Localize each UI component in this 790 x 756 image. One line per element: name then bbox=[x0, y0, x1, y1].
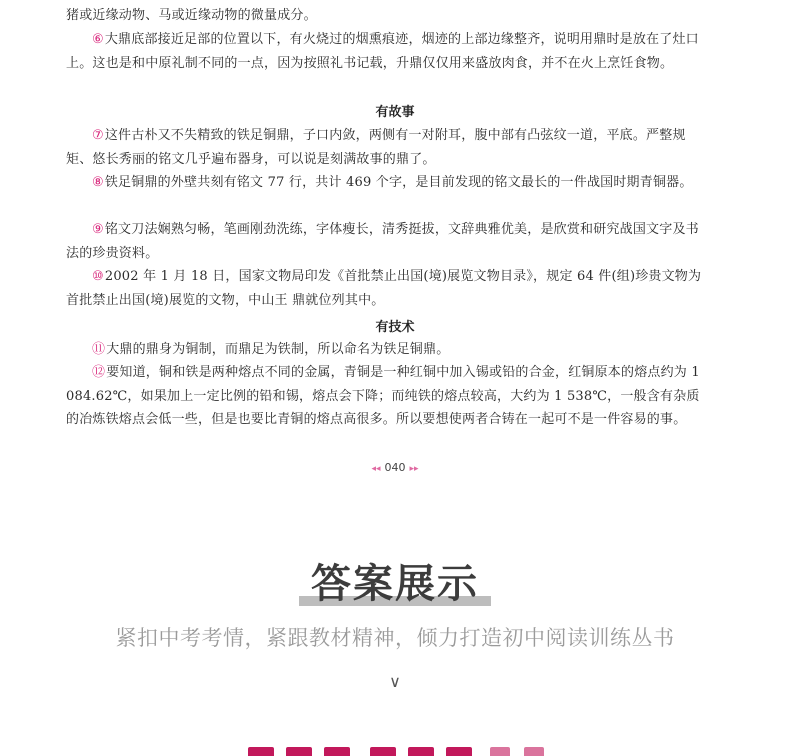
cutoff-glyph bbox=[490, 747, 510, 756]
right-arrows-icon: ▸▸ bbox=[409, 464, 419, 474]
cutoff-glyph bbox=[446, 747, 472, 756]
next-section-heading-cutoff bbox=[240, 743, 560, 756]
paragraph-text: 铭文刀法娴熟匀畅，笔画刚劲洗练，字体瘦长，清秀挺拔，文辞典雅优美，是欣赏和研究战国文字及书法的珍贵资料。 bbox=[66, 222, 699, 261]
banner-subtitle: 紧扣中考考情，紧跟教材精神，倾力打造初中阅读训练丛书 bbox=[115, 626, 675, 650]
paragraph-6 bbox=[66, 28, 708, 75]
cutoff-glyph bbox=[370, 747, 396, 756]
paragraph-11 bbox=[66, 338, 708, 362]
paragraph-number: ⑫ bbox=[92, 365, 106, 380]
banner-title-block bbox=[0, 552, 790, 609]
paragraph-text: 大鼎的鼎身为铜制，而鼎足为铁制，所以命名为铁足铜鼎。 bbox=[106, 342, 450, 357]
left-arrows-icon: ◂◂ bbox=[371, 464, 381, 474]
cutoff-glyph bbox=[408, 747, 434, 756]
page-number bbox=[0, 461, 790, 474]
section-heading-tech: 有技术 bbox=[375, 320, 415, 335]
paragraph-number: ⑨ bbox=[92, 222, 104, 237]
cutoff-glyph bbox=[286, 747, 312, 756]
paragraph-7 bbox=[66, 124, 708, 171]
paragraph-continued bbox=[66, 4, 708, 28]
paragraph-10 bbox=[66, 265, 708, 312]
section-heading-story: 有故事 bbox=[375, 105, 415, 120]
cutoff-glyph bbox=[248, 747, 274, 756]
paragraph-number: ⑧ bbox=[92, 175, 104, 190]
paragraph-text: 这件古朴又不失精致的铁足铜鼎，子口内敛，两侧有一对附耳，腹中部有凸弦纹一道，平底。严整规矩、悠长秀丽的铭文几乎遍布器身，可以说是刻满故事的鼎了。 bbox=[66, 128, 686, 167]
page-number-text: 040 bbox=[384, 461, 406, 474]
chevron-down-icon: ∨ bbox=[389, 672, 401, 691]
paragraph-text: 猪或近缘动物、马或近缘动物的微量成分。 bbox=[66, 8, 317, 23]
paragraph-12 bbox=[66, 361, 708, 432]
paragraph-text: 2002 年 1 月 18 日，国家文物局印发《首批禁止出国(境)展览文物目录》，规定 64 件(组)珍贵文物为首批禁止出国(境)展览的文物，中山王 鼎就位列其中。 bbox=[66, 269, 702, 308]
paragraph-number: ⑩ bbox=[92, 269, 104, 284]
paragraph-text: 铁足铜鼎的外壁共刻有铭文 77 行，共计 469 个字，是目前发现的铭文最长的一件战国时期青铜器。 bbox=[104, 175, 693, 190]
paragraph-8 bbox=[66, 171, 708, 195]
paragraph-text: 大鼎底部接近足部的位置以下，有火烧过的烟熏痕迹，烟迹的上部边缘整齐，说明用鼎时是放在了灶口上。这也是和中原礼制不同的一点，因为按照礼书记载，升鼎仅仅用来盛放肉食，并不在火上烹饪食物。 bbox=[66, 32, 699, 71]
paragraph-number: ⑥ bbox=[92, 32, 104, 47]
paragraph-9 bbox=[66, 218, 708, 265]
paragraph-text: 要知道，铜和铁是两种熔点不同的金属，青铜是一种红铜中加入锡或铅的合金，红铜原本的熔点约为 1 084.62℃，如果加上一定比例的铅和锡，熔点会下降；而纯铁的熔点较高，大约为 1 538℃，一般含有杂质的冶炼铁熔点会低一些，但是也要比青铜的熔点高很多。所以要想使两者合铸在一起可不是一件容易的事。 bbox=[66, 365, 700, 427]
cutoff-glyph bbox=[324, 747, 350, 756]
paragraph-number: ⑦ bbox=[92, 128, 104, 143]
banner-title: 答案展示 bbox=[311, 561, 479, 607]
paragraph-number: ⑪ bbox=[92, 342, 106, 357]
cutoff-glyph bbox=[524, 747, 544, 756]
